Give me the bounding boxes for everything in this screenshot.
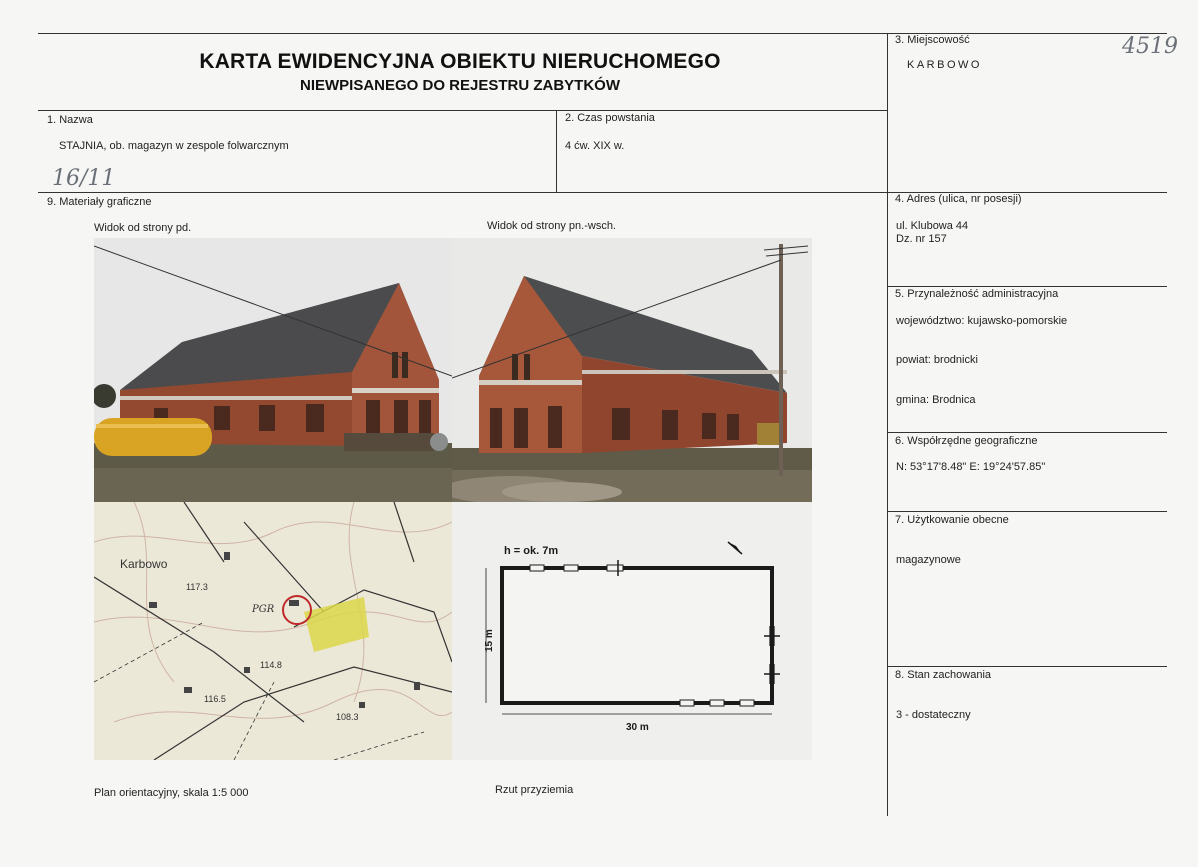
field-usage-value: magazynowe xyxy=(896,554,961,566)
field-locality-label: 3. Miejscowość xyxy=(895,34,970,46)
usage-bottom-border xyxy=(887,666,1167,667)
field-coords-value: N: 53°17'8.48" E: 19°24'57.85" xyxy=(896,461,1046,473)
address-bottom-border xyxy=(887,286,1167,287)
field-graphics-label: 9. Materiały graficzne xyxy=(47,196,152,208)
map-place-label: Karbowo xyxy=(120,557,168,571)
field-admin-voivodeship: województwo: kujawsko-pomorskie xyxy=(896,315,1068,327)
name-date-divider xyxy=(556,110,557,193)
field-condition-value: 3 - dostateczny xyxy=(896,709,971,721)
photo-northeast-caption: Widok od strony pn.-wsch. xyxy=(487,220,616,232)
map-caption: Plan orientacyjny, skala 1:5 000 xyxy=(94,787,249,799)
right-column-divider xyxy=(887,33,888,816)
top-border xyxy=(38,33,1167,34)
handwritten-card-number: 4519 xyxy=(1122,34,1178,59)
coords-bottom-border xyxy=(887,511,1167,512)
location-map xyxy=(94,502,452,760)
map-elevation-1: 117.3 xyxy=(186,582,208,592)
title-bottom-border xyxy=(38,110,888,111)
field-condition-label: 8. Stan zachowania xyxy=(895,669,992,681)
photo-south-view xyxy=(94,238,452,502)
map-elevation-3: 116.5 xyxy=(204,694,226,704)
field-locality-value: KARBOWO xyxy=(907,59,982,71)
handwritten-reference: 16/11 xyxy=(52,166,116,191)
field-name-label: 1. Nazwa xyxy=(47,114,93,126)
field-admin-commune: gmina: Brodnica xyxy=(896,394,976,406)
plan-width-label: 30 m xyxy=(626,722,649,733)
field-address-plot: Dz. nr 157 xyxy=(896,233,947,245)
photo-south-caption: Widok od strony pd. xyxy=(94,222,192,234)
field-coords-label: 6. Współrzędne geograficzne xyxy=(895,435,1038,447)
card-title: KARTA EWIDENCYJNA OBIEKTU NIERUCHOMEGO xyxy=(199,50,721,73)
floor-plan xyxy=(452,502,812,760)
field-name-value: STAJNIA, ob. magazyn w zespole folwarcznym xyxy=(59,140,289,152)
plan-caption: Rzut przyziemia xyxy=(495,784,574,796)
photo-northeast-view xyxy=(452,238,812,502)
map-pgr-label: PGR xyxy=(252,604,275,615)
field-admin-county: powiat: brodnicki xyxy=(896,354,978,366)
map-elevation-4: 108.3 xyxy=(336,712,359,722)
map-elevation-2: 114.8 xyxy=(260,660,282,670)
admin-bottom-border xyxy=(887,432,1167,433)
plan-height-label: h = ok. 7m xyxy=(504,545,559,557)
card-subtitle: NIEWPISANEGO DO REJESTRU ZABYTKÓW xyxy=(299,77,621,94)
field-admin-label: 5. Przynależność administracyjna xyxy=(895,288,1059,300)
field-date-value: 4 ćw. XIX w. xyxy=(565,140,625,152)
field-address-label: 4. Adres (ulica, nr posesji) xyxy=(895,193,1022,205)
field-usage-label: 7. Użytkowanie obecne xyxy=(895,514,1009,526)
field-date-label: 2. Czas powstania xyxy=(565,112,655,124)
field-address-street: ul. Klubowa 44 xyxy=(896,220,969,232)
plan-depth-label: 15 m xyxy=(484,629,495,652)
